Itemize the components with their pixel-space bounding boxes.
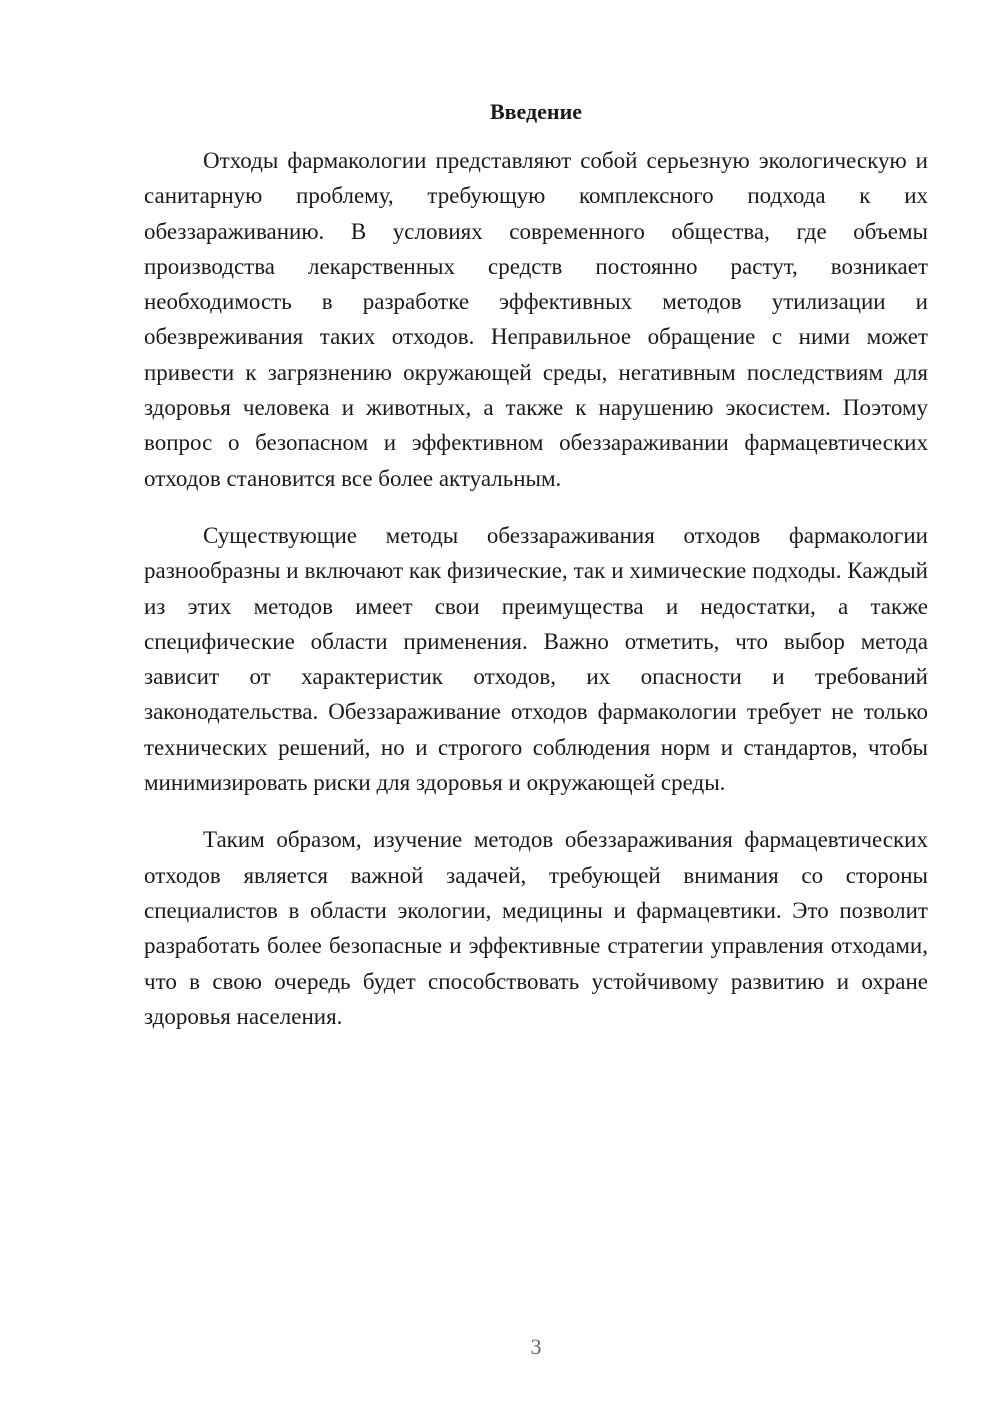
paragraph: Отходы фармакологии представляют собой серьезную экологическую и санитарную проблему, требующую комплексного подхода к их обеззараживанию. В условиях современного общества, где объемы производства лекарственных средств постоянно растут, возникает необходимость в разработке эффективных методов утилизации и обезвреживания таких отходов. Неправильное обращение с ними может привести к загрязнению окружающей среды, негативным последствиям для здоровья человека и животных, а также к нарушению экосистем. Поэтому вопрос о безопасном и эффективном обеззараживании фармацевтических отходов становится все более актуальным. <box>144 148 928 491</box>
section-heading: Введение <box>489 99 583 124</box>
body-text <box>144 143 928 1034</box>
paragraph: Существующие методы обеззараживания отходов фармакологии разнообразны и включают как физические, так и химические подходы. Каждый из этих методов имеет свои преимущества и недостатки, а также специфические области применения. Важно отметить, что выбор метода зависит от характеристик отходов, их опасности и требований законодательства. Обеззараживание отходов фармакологии требует не только технических решений, но и строгого соблюдения норм и стандартов, чтобы минимизировать риски для здоровья и окружающей среды. <box>144 522 928 796</box>
page-number: 3 <box>530 1334 542 1359</box>
paragraph: Таким образом, изучение методов обеззараживания фармацевтических отходов является важной задачей, требующей внимания со стороны специалистов в области экологии, медицины и фармацевтики. Это позволит разработать более безопасные и эффективные стратегии управления отходами, что в свою очередь будет способствовать устойчивому развитию и охране здоровья населения. <box>144 827 928 1029</box>
